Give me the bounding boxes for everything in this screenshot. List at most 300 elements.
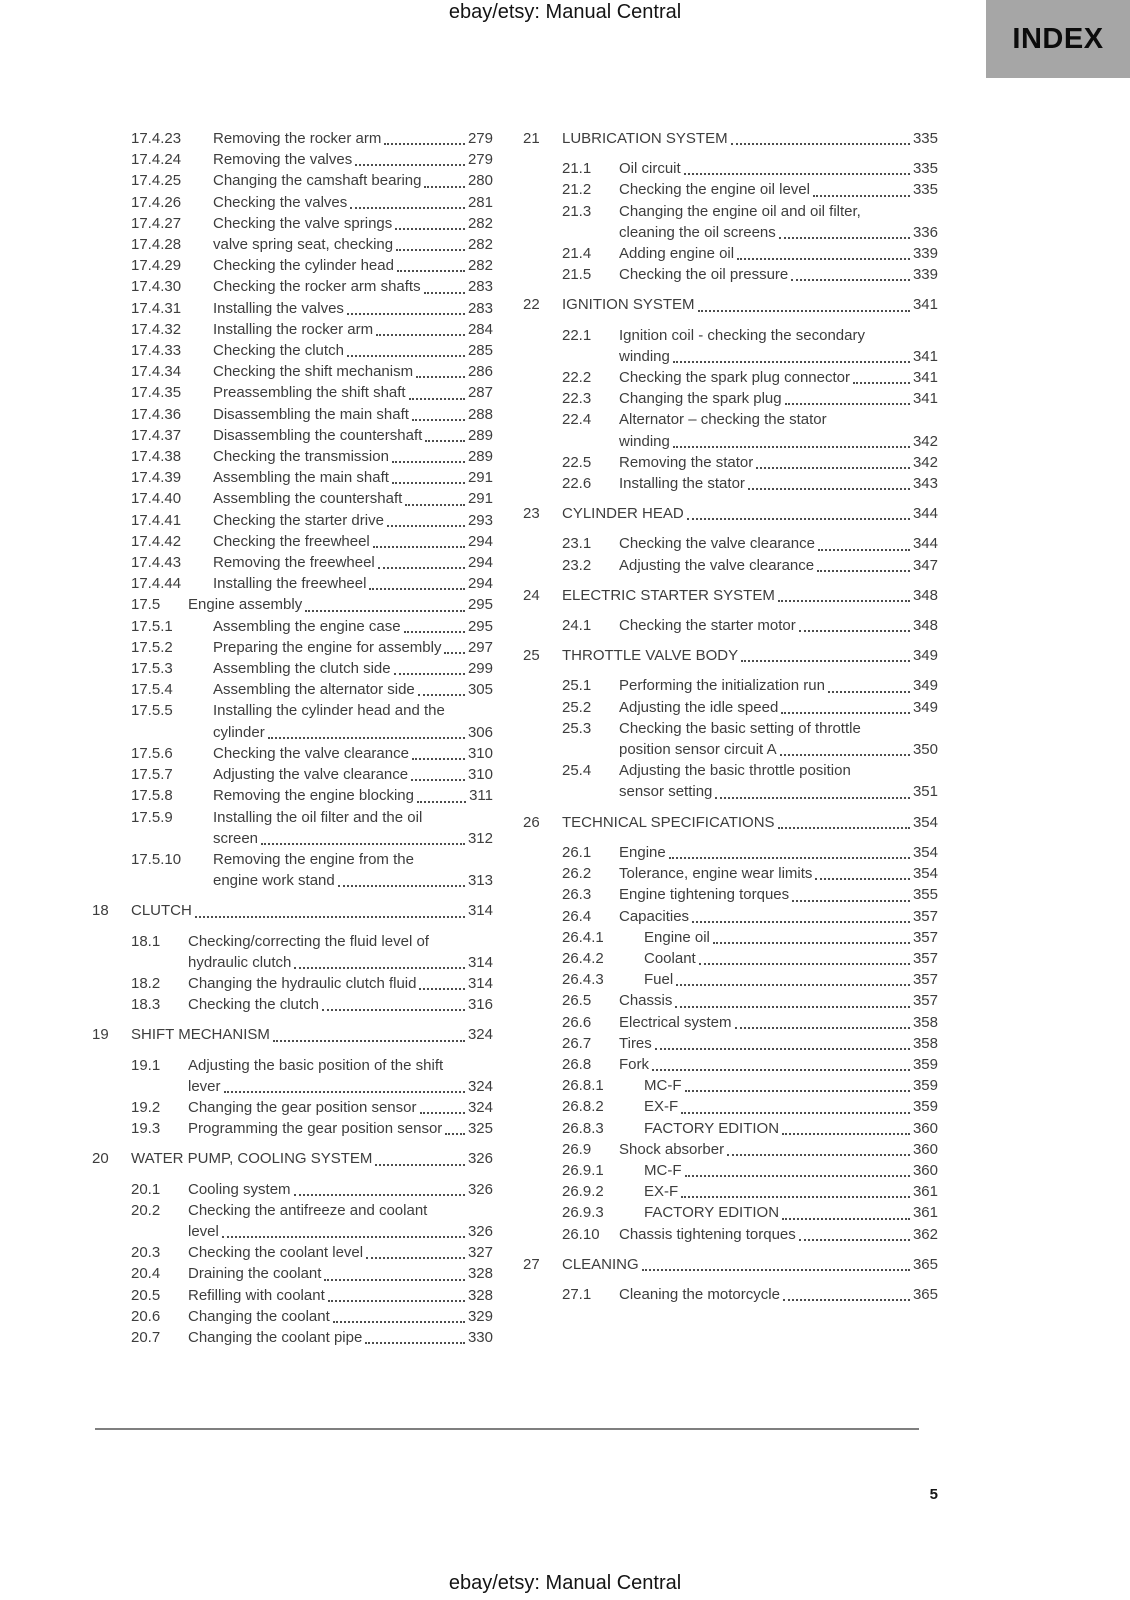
toc-entry-page: 326	[467, 1180, 493, 1198]
toc-entry-line	[188, 1200, 493, 1221]
toc-entry-line	[213, 722, 493, 743]
toc-entry-page: 294	[467, 575, 493, 593]
toc-entry	[92, 700, 493, 742]
toc-entry-page: 297	[467, 638, 493, 656]
toc-entry-body	[213, 319, 493, 340]
toc-entry-number: 20	[92, 1150, 109, 1168]
toc-entry-number: 25.4	[562, 762, 592, 780]
toc-entry-title: Checking the valve clearance	[213, 744, 409, 762]
toc-entry-body	[131, 900, 493, 921]
toc-entry-line	[213, 637, 493, 658]
toc-entry-page: 286	[467, 363, 493, 381]
index-tab	[986, 0, 1130, 78]
toc-entry-page: 324	[467, 1077, 493, 1095]
dot-leader	[445, 1133, 465, 1135]
toc-entry	[92, 594, 493, 615]
toc-entry-line	[188, 1179, 493, 1200]
toc-entry-body	[213, 446, 493, 467]
toc-entry-number: 17.5.4	[131, 681, 173, 699]
dot-leader	[369, 588, 465, 590]
toc-entry-page: 305	[467, 681, 493, 699]
toc-entry-body	[213, 255, 493, 276]
toc-entry-title: Changing the hydraulic clutch fluid	[188, 974, 417, 992]
toc-entry-line	[188, 1055, 493, 1076]
toc-entry-body	[619, 842, 938, 863]
dot-leader	[419, 988, 464, 990]
toc-entry-title: Changing the camshaft bearing	[213, 172, 422, 190]
toc-entry-page: 348	[912, 617, 938, 635]
toc-entry	[92, 552, 493, 573]
toc-entry-body	[213, 573, 493, 594]
toc-entry-page: 328	[467, 1265, 493, 1283]
toc-entry-body	[644, 1202, 938, 1223]
toc-entry-line	[619, 863, 938, 884]
toc-entry-number: 17.4.40	[131, 490, 182, 508]
toc-entry-page: 287	[467, 384, 493, 402]
toc-entry-page: 324	[467, 1098, 493, 1116]
toc-entry-number: 20.5	[131, 1286, 161, 1304]
toc-entry	[92, 213, 493, 234]
toc-entry	[523, 615, 938, 636]
toc-entry	[523, 1224, 938, 1245]
toc-entry-body	[188, 1285, 493, 1306]
dot-leader	[373, 546, 465, 548]
toc-entry-title: Assembling the countershaft	[213, 490, 403, 508]
toc-entry	[92, 1242, 493, 1263]
toc-entry-line	[562, 503, 938, 524]
toc-entry-title: Changing the coolant pipe	[188, 1328, 363, 1346]
toc-entry	[523, 201, 938, 243]
toc-entry-number: 17.5	[131, 596, 161, 614]
dot-leader	[692, 921, 910, 923]
dot-leader	[366, 1257, 465, 1259]
toc-entry-page: 289	[467, 448, 493, 466]
toc-entry-line	[619, 781, 938, 802]
toc-entry-title-continued: winding	[619, 432, 670, 450]
toc-entry-number: 17.5.10	[131, 850, 182, 868]
toc-entry-body	[619, 884, 938, 905]
toc-entry	[523, 863, 938, 884]
dot-leader	[799, 630, 910, 632]
toc-entry-number: 17.5.6	[131, 744, 173, 762]
toc-entry	[523, 927, 938, 948]
toc-entry-title-continued: hydraulic clutch	[188, 953, 292, 971]
toc-entry-page: 354	[912, 813, 938, 831]
dot-leader	[681, 1112, 910, 1114]
toc-entry-number: 17.5.1	[131, 617, 173, 635]
toc-entry-page: 341	[912, 369, 938, 387]
dot-leader	[681, 1196, 910, 1198]
toc-entry-line	[562, 128, 938, 149]
toc-entry-body	[619, 990, 938, 1011]
dot-leader	[425, 440, 465, 442]
dot-leader	[347, 355, 465, 357]
toc-entry-line	[562, 585, 938, 606]
toc-entry-body	[562, 812, 938, 833]
toc-entry-line	[213, 849, 493, 870]
toc-entry-line	[644, 1096, 938, 1117]
toc-entry-page: 336	[912, 223, 938, 241]
toc-entry-line	[213, 276, 493, 297]
toc-entry-title: Engine	[619, 843, 666, 861]
toc-entry-body	[619, 201, 938, 243]
toc-entry-body	[213, 128, 493, 149]
toc-entry-line	[213, 510, 493, 531]
toc-entry-line	[188, 931, 493, 952]
toc-entry-line	[644, 1075, 938, 1096]
dot-leader	[375, 1164, 465, 1166]
toc-entry-title-continued: cleaning the oil screens	[619, 223, 776, 241]
toc-entry-title: Programming the gear position sensor	[188, 1120, 443, 1138]
dot-leader	[731, 143, 910, 145]
toc-entry-title: Checking the coolant level	[188, 1244, 364, 1262]
toc-entry	[92, 510, 493, 531]
toc-entry-title-continued: lever	[188, 1077, 221, 1095]
toc-entry	[92, 382, 493, 403]
dot-leader	[780, 754, 910, 756]
toc-entry-line	[619, 264, 938, 285]
toc-entry-line	[188, 1221, 493, 1242]
dot-leader	[669, 857, 910, 859]
toc-entry-line	[644, 1118, 938, 1139]
toc-entry-line	[644, 1202, 938, 1223]
toc-entry-page: 343	[912, 475, 938, 493]
toc-entry-title: Assembling the engine case	[213, 617, 401, 635]
toc-entry-line	[213, 467, 493, 488]
toc-entry-page: 330	[467, 1328, 493, 1346]
toc-entry-number: 21.1	[562, 160, 592, 178]
toc-entry	[523, 158, 938, 179]
toc-entry-title: Checking the antifreeze and coolant	[188, 1201, 428, 1219]
toc-entry-line	[619, 1054, 938, 1075]
toc-entry-number: 17.4.32	[131, 320, 182, 338]
toc-entry-body	[619, 158, 938, 179]
toc-entry-body	[188, 1200, 493, 1242]
toc-entry-body	[213, 552, 493, 573]
toc-entry-body	[619, 718, 938, 760]
toc-entry-line	[188, 973, 493, 994]
toc-entry-page: 365	[912, 1285, 938, 1303]
toc-entry-number: 26.4.3	[562, 971, 604, 989]
toc-entry	[523, 884, 938, 905]
dot-leader	[713, 942, 910, 944]
toc-entry	[523, 1118, 938, 1139]
toc-entry	[523, 1075, 938, 1096]
toc-entry-page: 349	[912, 647, 938, 665]
toc-entry-body	[619, 555, 938, 576]
toc-entry-body	[562, 128, 938, 149]
toc-entry-number: 17.4.30	[131, 278, 182, 296]
toc-entry-title: Changing the coolant	[188, 1307, 330, 1325]
toc-entry-title: EX-F	[644, 1183, 679, 1201]
toc-entry-body	[213, 616, 493, 637]
toc-entry-body	[213, 425, 493, 446]
toc-entry-number: 19	[92, 1026, 109, 1044]
toc-entry-body	[188, 994, 493, 1015]
toc-entry-number: 26.8.1	[562, 1077, 604, 1095]
toc-entry-number: 20.6	[131, 1307, 161, 1325]
toc-entry	[523, 718, 938, 760]
dot-leader	[817, 570, 910, 572]
toc-entry-body	[619, 325, 938, 367]
dot-leader	[791, 279, 910, 281]
dot-leader	[412, 419, 465, 421]
toc-entry-body	[131, 1148, 493, 1169]
toc-entry-number: 17.4.26	[131, 193, 182, 211]
toc-entry-number: 22.6	[562, 475, 592, 493]
toc-entry	[523, 388, 938, 409]
toc-entry-line	[619, 243, 938, 264]
toc-entry-body	[213, 170, 493, 191]
toc-entry-number: 20.4	[131, 1265, 161, 1283]
toc-entry-line	[619, 346, 938, 367]
toc-entry-line	[619, 533, 938, 554]
toc-entry	[92, 404, 493, 425]
dot-leader	[294, 1194, 465, 1196]
toc-entry-page: 281	[467, 193, 493, 211]
toc-entry-number: 26.9.2	[562, 1183, 604, 1201]
toc-entry-body	[619, 1224, 938, 1245]
toc-entry	[523, 243, 938, 264]
toc-entry-line	[619, 158, 938, 179]
toc-entry-page: 362	[912, 1225, 938, 1243]
toc-entry-title: Electrical system	[619, 1013, 732, 1031]
toc-entry-title: Installing the rocker arm	[213, 320, 374, 338]
toc-entry	[523, 645, 938, 666]
toc-entry-title: CLUTCH	[131, 902, 192, 920]
page-footer-title: ebay/etsy: Manual Central	[448, 1572, 682, 1594]
dot-leader	[350, 207, 465, 209]
toc-entry-page: 358	[912, 1013, 938, 1031]
dot-leader	[384, 143, 465, 145]
toc-entry-number: 22.1	[562, 326, 592, 344]
toc-entry-number: 26.4.1	[562, 928, 604, 946]
toc-entry-title: Performing the initialization run	[619, 677, 825, 695]
toc-entry-number: 17.4.42	[131, 532, 182, 550]
toc-entry-title: Preparing the engine for assembly	[213, 638, 442, 656]
dot-leader	[365, 1342, 465, 1344]
toc-entry-body	[644, 927, 938, 948]
toc-entry-line	[619, 222, 938, 243]
toc-entry	[92, 849, 493, 891]
toc-entry-line	[213, 743, 493, 764]
toc-entry	[92, 1118, 493, 1139]
toc-entry-body	[213, 743, 493, 764]
toc-entry	[523, 1012, 938, 1033]
toc-entry-title: Alternator – checking the stator	[619, 411, 827, 429]
toc-entry-title: TECHNICAL SPECIFICATIONS	[562, 813, 775, 831]
toc-entry-body	[213, 234, 493, 255]
toc-entry-title-continued: screen	[213, 829, 259, 847]
toc-entry-body	[619, 409, 938, 451]
dot-leader	[378, 567, 465, 569]
toc-entry	[523, 367, 938, 388]
toc-entry-body	[619, 264, 938, 285]
toc-entry-number: 17.4.37	[131, 426, 182, 444]
toc-entry-page: 284	[467, 320, 493, 338]
toc-entry-body	[213, 510, 493, 531]
toc-entry-number: 22.5	[562, 453, 592, 471]
toc-entry-line	[619, 1012, 938, 1033]
toc-entry	[523, 325, 938, 367]
toc-column-right	[523, 128, 938, 1305]
toc-entry-page: 282	[467, 214, 493, 232]
toc-column-left	[92, 128, 493, 1348]
toc-entry-line	[131, 1148, 493, 1169]
toc-entry-title: Adjusting the valve clearance	[619, 556, 815, 574]
toc-entry-number: 17.4.34	[131, 363, 182, 381]
toc-entry-page: 295	[467, 596, 493, 614]
toc-entry-title: valve spring seat, checking	[213, 236, 394, 254]
toc-entry-number: 26.3	[562, 886, 592, 904]
dot-leader	[673, 446, 910, 448]
toc-entry-body	[644, 948, 938, 969]
toc-entry	[523, 1284, 938, 1305]
toc-entry-line	[188, 1097, 493, 1118]
toc-entry-line	[188, 1263, 493, 1284]
toc-entry-body	[213, 340, 493, 361]
toc-entry	[92, 1200, 493, 1242]
dot-leader	[305, 610, 465, 612]
toc-entry-body	[188, 1327, 493, 1348]
toc-entry-page: 294	[467, 532, 493, 550]
toc-entry-body	[213, 361, 493, 382]
toc-entry	[92, 658, 493, 679]
toc-entry-line	[619, 179, 938, 200]
toc-entry-body	[644, 1160, 938, 1181]
toc-entry-title: WATER PUMP, COOLING SYSTEM	[131, 1150, 373, 1168]
toc-entry-body	[619, 243, 938, 264]
toc-entry	[523, 842, 938, 863]
toc-entry-title: Checking the cylinder head	[213, 257, 394, 275]
toc-entry-title: Capacities	[619, 907, 690, 925]
toc-entry-body	[562, 294, 938, 315]
toc-entry-body	[619, 760, 938, 802]
toc-entry-line	[619, 452, 938, 473]
dot-leader	[685, 1175, 910, 1177]
toc-entry-line	[619, 1139, 938, 1160]
toc-entry-number: 17.5.5	[131, 702, 173, 720]
toc-entry-number: 23	[523, 505, 540, 523]
toc-entry-body	[188, 931, 493, 973]
dot-leader	[715, 797, 910, 799]
toc-entry-title: Changing the engine oil and oil filter,	[619, 202, 861, 220]
dot-leader	[783, 1299, 910, 1301]
toc-entry-number: 27.1	[562, 1285, 592, 1303]
toc-entry-line	[213, 234, 493, 255]
toc-entry-body	[619, 1139, 938, 1160]
toc-entry-number: 26.9.1	[562, 1161, 604, 1179]
dot-leader	[418, 694, 465, 696]
toc-entry-page: 314	[467, 953, 493, 971]
toc-entry-page: 279	[467, 130, 493, 147]
toc-entry-title: SHIFT MECHANISM	[131, 1026, 270, 1044]
toc-entry-line	[619, 367, 938, 388]
dot-leader	[396, 249, 465, 251]
dot-leader	[685, 1090, 910, 1092]
dot-leader	[411, 779, 465, 781]
toc-entry-number: 17.4.43	[131, 554, 182, 572]
toc-entry-page: 342	[912, 432, 938, 450]
dot-leader	[355, 164, 465, 166]
dot-leader	[424, 186, 464, 188]
toc-entry-page: 359	[912, 1077, 938, 1095]
toc-entry-number: 17.4.38	[131, 448, 182, 466]
dot-leader	[673, 361, 910, 363]
toc-entry-line	[213, 870, 493, 891]
toc-entry-number: 17.4.31	[131, 299, 182, 317]
toc-entry	[523, 555, 938, 576]
toc-entry-line	[619, 739, 938, 760]
dot-leader	[376, 334, 465, 336]
toc-entry-body	[213, 192, 493, 213]
toc-entry-body	[213, 213, 493, 234]
toc-entry-line	[213, 785, 493, 806]
toc-entry-page: 350	[912, 741, 938, 759]
toc-entry-number: 23.1	[562, 535, 592, 553]
toc-entry-title: Engine oil	[644, 928, 710, 946]
toc-entry-title: FACTORY EDITION	[644, 1119, 780, 1137]
toc-entry-line	[213, 488, 493, 509]
toc-entry-number: 17.5.2	[131, 638, 173, 656]
toc-entry-line	[213, 764, 493, 785]
toc-entry-line	[213, 255, 493, 276]
toc-entry	[92, 488, 493, 509]
toc-entry-line	[131, 1024, 493, 1045]
dot-leader	[322, 1009, 465, 1011]
toc-entry	[523, 179, 938, 200]
toc-entry	[523, 409, 938, 451]
toc-entry	[92, 931, 493, 973]
toc-entry-number: 26.4	[562, 907, 592, 925]
toc-entry-line	[188, 1118, 493, 1139]
toc-entry-title: Chassis tightening torques	[619, 1225, 796, 1243]
toc-entry	[523, 1181, 938, 1202]
toc-entry-title: Oil circuit	[619, 160, 681, 178]
dot-leader	[778, 827, 910, 829]
toc-entry-line	[619, 906, 938, 927]
toc-entry-number: 25.3	[562, 719, 592, 737]
toc-entry-line	[213, 700, 493, 721]
toc-entry-title-continued: level	[188, 1222, 219, 1240]
dot-leader	[338, 885, 465, 887]
toc-entry-number: 17.5.3	[131, 660, 173, 678]
toc-entry	[523, 128, 938, 149]
toc-entry-line	[619, 388, 938, 409]
toc-entry-body	[188, 1055, 493, 1097]
toc-entry-title: Checking the clutch	[188, 996, 319, 1014]
toc-entry-body	[188, 1306, 493, 1327]
toc-entry-body	[188, 1242, 493, 1263]
toc-entry-line	[131, 900, 493, 921]
dot-leader	[748, 488, 910, 490]
toc-entry-line	[619, 884, 938, 905]
dot-leader	[412, 758, 465, 760]
toc-entry-number: 17.4.27	[131, 214, 182, 232]
dot-leader	[687, 518, 910, 520]
dot-leader	[782, 1133, 910, 1135]
toc-entry-number: 26.8	[562, 1055, 592, 1073]
toc-entry-body	[213, 700, 493, 742]
toc-entry-body	[619, 388, 938, 409]
toc-entry-line	[619, 1224, 938, 1245]
toc-entry-page: 339	[912, 266, 938, 284]
toc-entry-page: 335	[912, 160, 938, 178]
toc-entry-number: 21.3	[562, 202, 592, 220]
toc-entry-number: 17.4.28	[131, 236, 182, 254]
toc-entry	[523, 452, 938, 473]
toc-entry-body	[213, 382, 493, 403]
